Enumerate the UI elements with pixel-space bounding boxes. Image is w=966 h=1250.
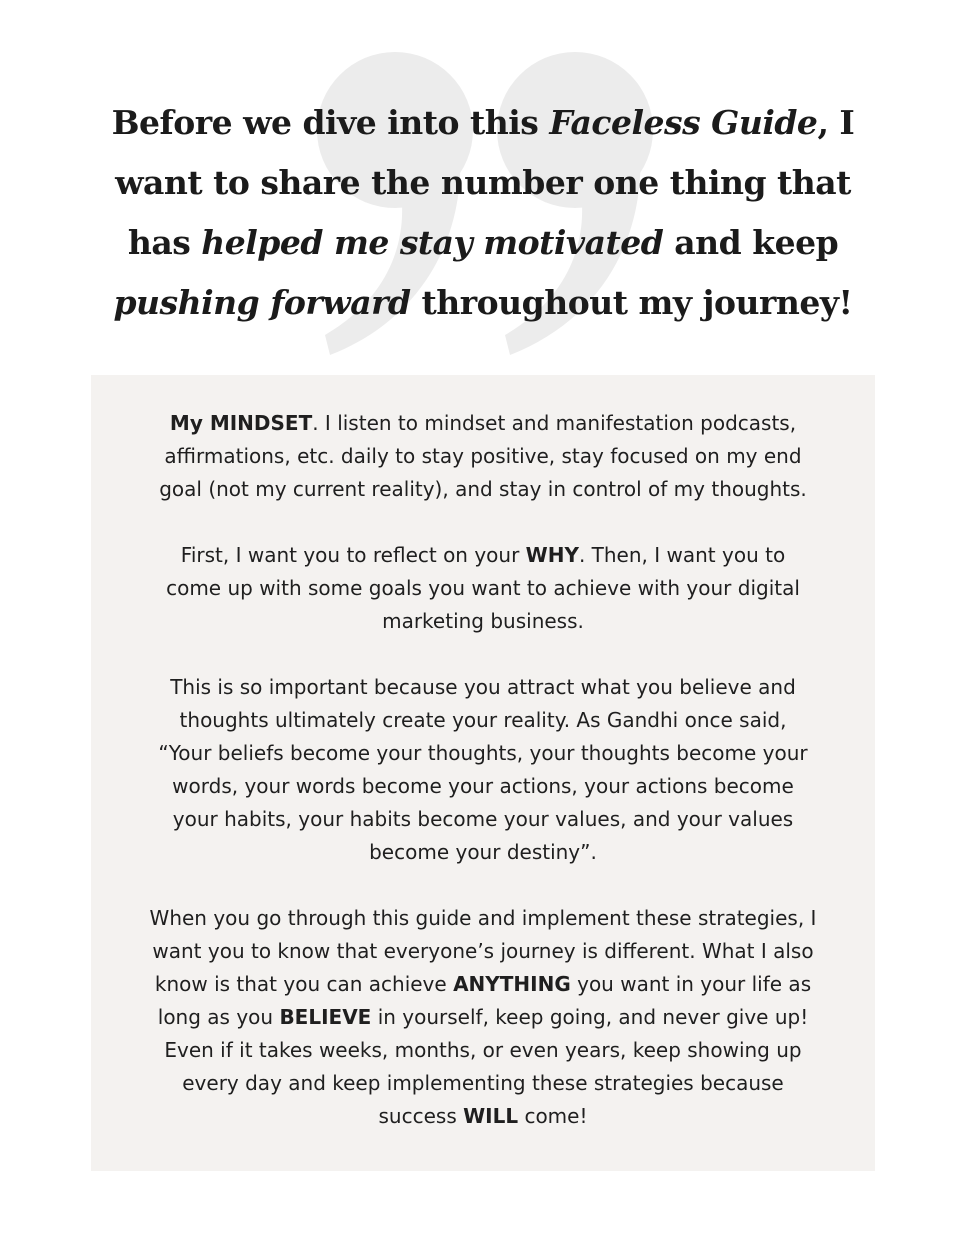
- text-line: come up with some goals you want to achieve with your digital: [166, 576, 800, 600]
- paragraph-gandhi-quote: [91, 671, 875, 869]
- bold-text: WILL: [463, 1104, 519, 1128]
- text: come!: [518, 1104, 588, 1128]
- text-line: “Your beliefs become your thoughts, your thoughts become your: [158, 741, 808, 765]
- bold-text: ANYTHING: [453, 972, 571, 996]
- bold-text: BELIEVE: [279, 1005, 372, 1029]
- text-line: When you go through this guide and implement these strategies, I: [149, 906, 817, 930]
- paragraph-believe: [91, 902, 875, 1133]
- headline-text: want to share the number one thing that: [115, 163, 851, 202]
- paragraph-mindset: [91, 407, 875, 506]
- headline-emphasis: helped me stay motivated: [201, 223, 664, 262]
- text-line: goal (not my current reality), and stay in control of my thoughts.: [159, 477, 807, 501]
- text: know is that you can achieve: [154, 972, 454, 996]
- headline: [80, 93, 886, 333]
- text-line: marketing business.: [382, 609, 584, 633]
- bold-text: My MINDSET: [169, 411, 313, 435]
- headline-text: , I: [817, 103, 855, 142]
- headline-text: Before we dive into this: [111, 103, 550, 142]
- text: . I listen to mindset and manifestation podcasts,: [312, 411, 797, 435]
- text-line: want you to know that everyone’s journey is different. What I also: [152, 939, 814, 963]
- headline-line: [80, 93, 886, 153]
- text: . Then, I want you to: [578, 543, 786, 567]
- text-line: your habits, your habits become your values, and your values: [172, 807, 794, 831]
- headline-line: [80, 213, 886, 273]
- text-line: thoughts ultimately create your reality. As Gandhi once said,: [179, 708, 787, 732]
- text-line: This is so important because you attract what you believe and: [170, 675, 796, 699]
- headline-text: has: [127, 223, 202, 262]
- headline-emphasis: pushing forward: [113, 283, 411, 322]
- headline-text: and keep: [663, 223, 839, 262]
- bold-text: WHY: [525, 543, 579, 567]
- body-text: [91, 407, 875, 1166]
- text-line: every day and keep implementing these strategies because: [182, 1071, 784, 1095]
- text-line: become your destiny”.: [369, 840, 597, 864]
- text: long as you: [157, 1005, 280, 1029]
- headline-line: [80, 273, 886, 333]
- headline-line: [80, 153, 886, 213]
- text: you want in your life as: [570, 972, 812, 996]
- text: success: [378, 1104, 464, 1128]
- text-line: [91, 1001, 875, 1034]
- text-line: [91, 407, 875, 440]
- text-line: [91, 968, 875, 1001]
- text-line: words, your words become your actions, your actions become: [172, 774, 794, 798]
- text-line: [91, 1100, 875, 1133]
- headline-emphasis: Faceless Guide: [549, 103, 818, 142]
- paragraph-why: [91, 539, 875, 638]
- text: in yourself, keep going, and never give up!: [371, 1005, 809, 1029]
- text-line: [91, 539, 875, 572]
- headline-text: throughout my journey!: [410, 283, 853, 322]
- text: First, I want you to reflect on your: [180, 543, 526, 567]
- text-line: Even if it takes weeks, months, or even years, keep showing up: [164, 1038, 802, 1062]
- text-line: affirmations, etc. daily to stay positive, stay focused on my end: [164, 444, 802, 468]
